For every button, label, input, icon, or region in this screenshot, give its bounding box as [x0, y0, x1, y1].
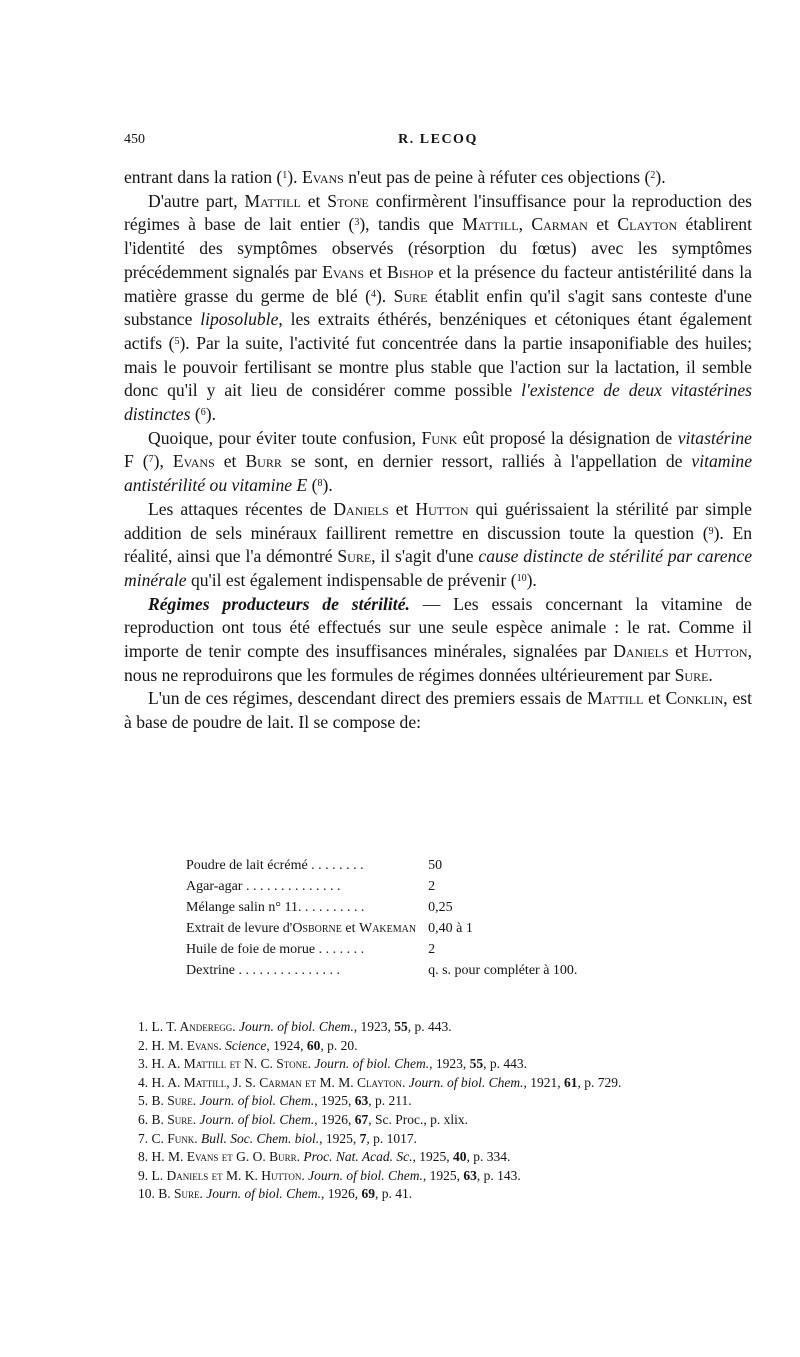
- author-name: Hutton: [415, 498, 469, 519]
- paragraph-2: D'autre part, Mattill et Stone confirmèrent l'insuffisance pour la reproduction des régimes à base de lait entier ($^3$), tandis que Mattill, Carman et Clayton établirent l'identité des symptômes observés (résorption du fœtus) avec les symptômes précédemment signalés par Evans et Bishop et la présence du facteur antistérilité dans la matière grasse du germe de blé ($^4$). Sure établit enfin qu'il s'agit sans conteste d'une substance liposoluble, les extraits éthérés, benzéniques et cétoniques étant également actifs ($^5$). Par la suite, l'activité fut concentrée dans la partie insaponifiable des huiles; mais le pouvoir fertilisant se montre plus stable que l'action sur la lactation, il semble donc qu'il y ait lieu de considérer comme possible l'existence de deux vitastérines distinctes ($^6$).: [124, 190, 752, 425]
- note-ref: 8: [317, 478, 323, 490]
- footnote: 1. L. T. Anderegg. Journ. of biol. Chem., 1923, 55, p. 443.: [138, 1019, 452, 1034]
- author-name: Daniels: [333, 498, 389, 519]
- author-name: Clayton: [617, 214, 678, 235]
- recipe-amount: 0,25: [428, 900, 453, 915]
- author-name: Funk: [421, 427, 458, 448]
- italic-term: vitamine antistérilité ou vitamine E: [124, 451, 753, 496]
- author-name: Bishop: [386, 261, 434, 282]
- recipe-item: Poudre de lait écrémé . . . . . . . .: [186, 858, 364, 873]
- italic-term: liposoluble: [200, 309, 279, 330]
- author-name: Daniels: [613, 641, 669, 662]
- note-ref: 5: [174, 335, 180, 347]
- author-name: Burr: [245, 451, 282, 472]
- note-ref: 7: [148, 454, 154, 466]
- author-name: Mattill: [244, 190, 301, 211]
- author-name: Osborne: [292, 921, 342, 936]
- note-ref: 10: [516, 572, 527, 584]
- recipe-amount: 2: [428, 879, 436, 894]
- recipe-row: [186, 858, 577, 879]
- paragraph-6: L'un de ces régimes, descendant direct des premiers essais de Mattill et Conklin, est à base de poudre de lait. Il se compose de:: [124, 688, 752, 733]
- author-name: Stone: [327, 190, 369, 211]
- footnote: 10. B. Sure. Journ. of biol. Chem., 1926, 69, p. 41.: [138, 1186, 413, 1202]
- author-name: Evans: [301, 167, 344, 187]
- paragraph-3: Quoique, pour éviter toute confusion, Funk eût proposé la désignation de vitastérine F ($^7$), Evans et Burr se sont, en dernier ressort, ralliés à l'appellation de vitamine antistérilité ou vitamine E ($^8$).: [124, 427, 753, 496]
- recipe-row: [186, 921, 577, 942]
- note-ref: 1: [282, 170, 288, 181]
- recipe-row: [186, 879, 577, 900]
- running-head-title: R. LECOQ: [398, 132, 478, 147]
- paragraph-4: Les attaques récentes de Daniels et Hutton qui guérissaient la stérilité par simple addition de sels minéraux faillirent remettre en discussion toute la question ($^9$). En réalité, ainsi que l'a démontré Sure, il s'agit d'une cause distincte de stérilité par carence minérale qu'il est également indispensable de prévenir ($^{10}$).: [124, 498, 753, 590]
- italic-term: cause distincte de stérilité par carence minérale: [124, 546, 753, 590]
- author-name: Sure: [393, 285, 428, 306]
- footnote: 8. H. M. Evans et G. O. Burr. Proc. Nat. Acad. Sc., 1925, 40, p. 334.: [138, 1149, 511, 1165]
- page-number: 450: [124, 132, 145, 147]
- author-name: Mattill: [462, 214, 519, 235]
- italic-term: l'existence de deux vitastérines distinctes: [124, 380, 752, 425]
- recipe-item: Mélange salin n° 11. . . . . . . . . .: [186, 900, 365, 915]
- paragraph-5: Régimes producteurs de stérilité. — Les essais concernant la vitamine de reproduction ont tous été effectués sur une seule espèce animale : le rat. Comme il importe de tenir compte des insuffisances minérales, signalées par Daniels et Hutton, nous ne reproduirons que les formules de régimes données ultérieurement par Sure.: [124, 593, 752, 685]
- footnote: 5. B. Sure. Journ. of biol. Chem., 1925, 63, p. 211.: [138, 1093, 412, 1109]
- recipe-item: Dextrine . . . . . . . . . . . . . . .: [186, 963, 340, 978]
- note-ref: 4: [370, 288, 376, 300]
- author-name: Hutton: [694, 641, 748, 662]
- footnote: 6. B. Sure. Journ. of biol. Chem., 1926, 67, Sc. Proc., p. xlix.: [138, 1111, 469, 1127]
- author-name: Mattill: [587, 688, 644, 709]
- author-name: Wakeman: [359, 921, 417, 936]
- note-ref: 2: [650, 170, 656, 181]
- author-name: Carman: [531, 214, 588, 235]
- footnote: 9. L. Daniels et M. K. Hutton. Journ. of biol. Chem., 1925, 63, p. 143.: [138, 1167, 521, 1183]
- recipe-row: [186, 963, 577, 984]
- recipe-item: Extrait de levure d'Osborne et Wakeman: [186, 921, 417, 936]
- recipe-amount: 2: [428, 942, 436, 957]
- note-ref: 3: [354, 217, 360, 229]
- note-ref: 6: [200, 407, 206, 419]
- recipe-amount: 50: [428, 858, 443, 873]
- footnote: 2. H. M. Evans. Science, 1924, 60, p. 20.: [138, 1037, 358, 1053]
- author-name: Sure: [337, 546, 372, 567]
- footnote: 4. H. A. Mattill, J. S. Carman et M. M. Clayton. Journ. of biol. Chem., 1921, 61, p. 729.: [138, 1074, 622, 1090]
- footnote: 3. H. A. Mattill et N. C. Stone. Journ. of biol. Chem., 1923, 55, p. 443.: [138, 1056, 527, 1072]
- author-name: Evans: [172, 451, 215, 472]
- recipe-amount: q. s. pour compléter à 100.: [428, 963, 578, 978]
- recipe-row: [186, 900, 577, 921]
- body-text: [124, 166, 752, 735]
- footnotes: [120, 1018, 754, 1204]
- recipe-item: Agar-agar . . . . . . . . . . . . . .: [186, 879, 341, 894]
- paragraph-1: entrant dans la ration ($^1$). Evans n'eut pas de peine à réfuter ces objections ($^2$).: [124, 167, 666, 187]
- author-name: Sure: [674, 664, 709, 685]
- section-heading: Régimes producteurs de stérilité.: [148, 593, 410, 614]
- recipe-item: Huile de foie de morue . . . . . . .: [186, 942, 365, 957]
- recipe-amount: 0,40 à 1: [428, 921, 473, 936]
- italic-term: vitastérine: [677, 427, 752, 448]
- note-ref: 9: [708, 525, 714, 537]
- diet-recipe-table: [186, 858, 577, 984]
- recipe-row: [186, 942, 577, 963]
- running-header: [124, 132, 752, 154]
- author-name: Conklin: [665, 688, 724, 709]
- footnote: 7. C. Funk. Bull. Soc. Chem. biol., 1925, 7, p. 1017.: [138, 1130, 418, 1146]
- author-name: Evans: [322, 261, 364, 282]
